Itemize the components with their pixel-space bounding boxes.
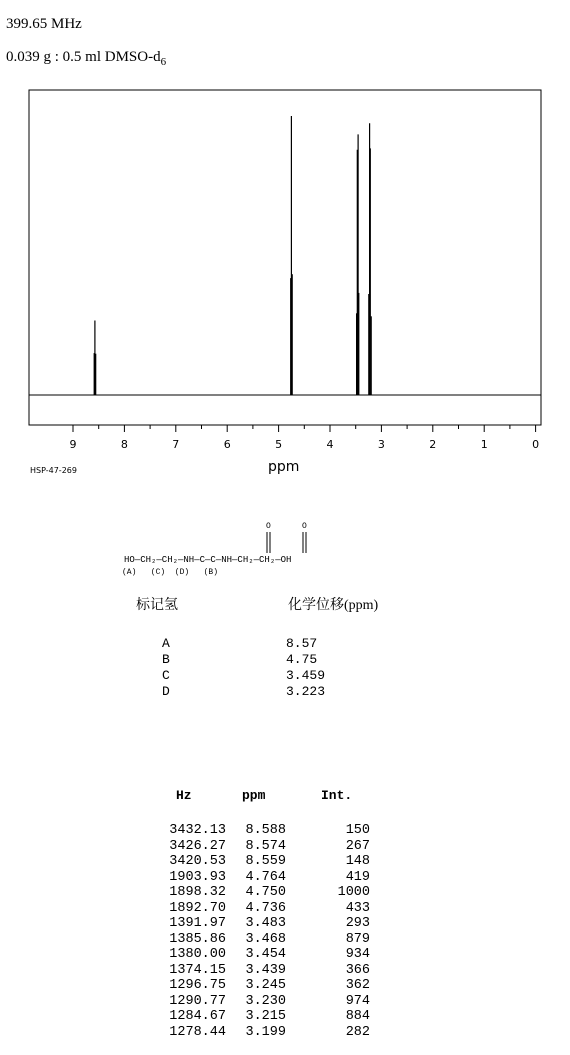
peak-table-cell: 934 bbox=[345, 947, 370, 962]
structure-formula: HO—CH₂—CH₂—NH—C—C—NH—CH₂—CH₂—OH bbox=[124, 555, 292, 565]
peak-table-ppm-column bbox=[228, 823, 286, 1040]
sample-main: 0.039 g : 0.5 ml DMSO-d bbox=[6, 49, 161, 65]
peak-table-cell: 1000 bbox=[337, 885, 370, 900]
assignment-label: C bbox=[162, 668, 170, 683]
x-axis-tick-label: 7 bbox=[172, 438, 180, 451]
peak-table-cell: 8.559 bbox=[245, 854, 286, 869]
peak-table-header-int: Int. bbox=[321, 788, 353, 803]
tick-layer bbox=[70, 425, 540, 451]
x-axis-tick-label: 5 bbox=[275, 438, 283, 451]
assignment-shift: 3.223 bbox=[286, 684, 326, 699]
peak-table-cell: 3.215 bbox=[245, 1009, 286, 1024]
sample-description bbox=[6, 49, 166, 68]
nmr-spectrum-chart bbox=[0, 80, 570, 470]
peak-table-cell: 3420.53 bbox=[169, 854, 226, 869]
assignment-label: A bbox=[162, 636, 170, 651]
assignment-shift: 4.75 bbox=[286, 652, 318, 667]
peak-table-cell: 1380.00 bbox=[169, 947, 226, 962]
peak-table-cell: 150 bbox=[345, 823, 370, 838]
peak-table-cell: 366 bbox=[345, 962, 370, 978]
x-axis-tick-label: 1 bbox=[480, 438, 488, 451]
spectrometer-frequency: 399.65 MHz bbox=[6, 16, 82, 32]
plot-frame bbox=[29, 90, 541, 425]
peak-table-cell: 3.199 bbox=[245, 1024, 286, 1040]
peak-table-cell: 3.245 bbox=[245, 978, 286, 993]
peak-table-cell: 282 bbox=[345, 1024, 370, 1040]
x-axis-label: ppm bbox=[268, 459, 300, 475]
peak-table-cell: 1374.15 bbox=[169, 962, 226, 978]
peak-table-cell: 1385.86 bbox=[169, 931, 226, 947]
peak-layer bbox=[94, 116, 371, 395]
structure-position-labels: (A) (C) (D) (B) bbox=[122, 568, 219, 577]
peak-table-cell: 1278.44 bbox=[169, 1024, 226, 1040]
peak-table-cell: 884 bbox=[345, 1009, 370, 1024]
assignment-shift: 3.459 bbox=[286, 668, 326, 683]
peak-table-cell: 267 bbox=[345, 838, 370, 854]
peak-table-cell: 362 bbox=[345, 978, 370, 993]
x-axis-tick-label: 9 bbox=[69, 438, 77, 451]
peak-table-cell: 3426.27 bbox=[169, 838, 226, 854]
peak-table-cell: 293 bbox=[345, 916, 370, 931]
peak-table-cell: 3432.13 bbox=[169, 823, 226, 838]
chemical-structure bbox=[100, 518, 470, 586]
peak-table-cell: 974 bbox=[345, 993, 370, 1009]
assignment-label: D bbox=[162, 684, 170, 699]
x-axis-tick-label: 2 bbox=[429, 438, 437, 451]
peak-table-cell: 148 bbox=[345, 854, 370, 869]
peak-table-cell: 1391.97 bbox=[169, 916, 226, 931]
x-axis-tick-label: 6 bbox=[223, 438, 231, 451]
assignment-header-shift: 化学位移(ppm) bbox=[288, 598, 379, 613]
x-axis-tick-label: 8 bbox=[120, 438, 128, 451]
assignment-label: B bbox=[162, 652, 170, 667]
assignment-shift: 8.57 bbox=[286, 636, 318, 651]
x-axis-tick-label: 0 bbox=[532, 438, 540, 451]
peak-table-header-hz: Hz bbox=[176, 788, 192, 803]
peak-table-cell: 8.574 bbox=[245, 838, 286, 854]
x-axis-tick-label: 3 bbox=[377, 438, 385, 451]
peak-table-cell: 3.439 bbox=[245, 962, 286, 978]
peak-table-cell: 3.454 bbox=[245, 947, 286, 962]
peak-table-cell: 419 bbox=[345, 869, 370, 885]
peak-table-cell: 879 bbox=[345, 931, 370, 947]
peak-table-hz-column bbox=[140, 823, 226, 1040]
peak-table-cell: 3.483 bbox=[245, 916, 286, 931]
peak-table-cell: 1296.75 bbox=[169, 978, 226, 993]
peak-table-int-column bbox=[318, 823, 370, 1040]
peak-table-cell: 3.230 bbox=[245, 993, 286, 1009]
carbonyl-oxygen-left: O bbox=[266, 522, 271, 531]
peak-table-header-ppm: ppm bbox=[242, 788, 266, 803]
peak-table-cell: 8.588 bbox=[245, 823, 286, 838]
peak-table-cell: 4.750 bbox=[245, 885, 286, 900]
peak-table-cell: 433 bbox=[345, 900, 370, 916]
peak-table-cell: 4.764 bbox=[245, 869, 286, 885]
peak-table-cell: 1898.32 bbox=[169, 885, 226, 900]
peak-table-cell: 1903.93 bbox=[169, 869, 226, 885]
peak-table-cell: 3.468 bbox=[245, 931, 286, 947]
spectrum-code: HSP-47-269 bbox=[30, 466, 77, 475]
assignment-label-column bbox=[162, 636, 170, 700]
assignment-header-label: 标记氢 bbox=[136, 598, 178, 613]
peak-table-cell: 1290.77 bbox=[169, 993, 226, 1009]
peak-table-cell: 1892.70 bbox=[169, 900, 226, 916]
x-axis-tick-label: 4 bbox=[326, 438, 334, 451]
carbonyl-oxygen-right: O bbox=[302, 522, 307, 531]
peak-table-cell: 1284.67 bbox=[169, 1009, 226, 1024]
sample-subscript: 6 bbox=[160, 56, 167, 68]
assignment-shift-column bbox=[286, 636, 325, 700]
peak-table-cell: 4.736 bbox=[245, 900, 286, 916]
